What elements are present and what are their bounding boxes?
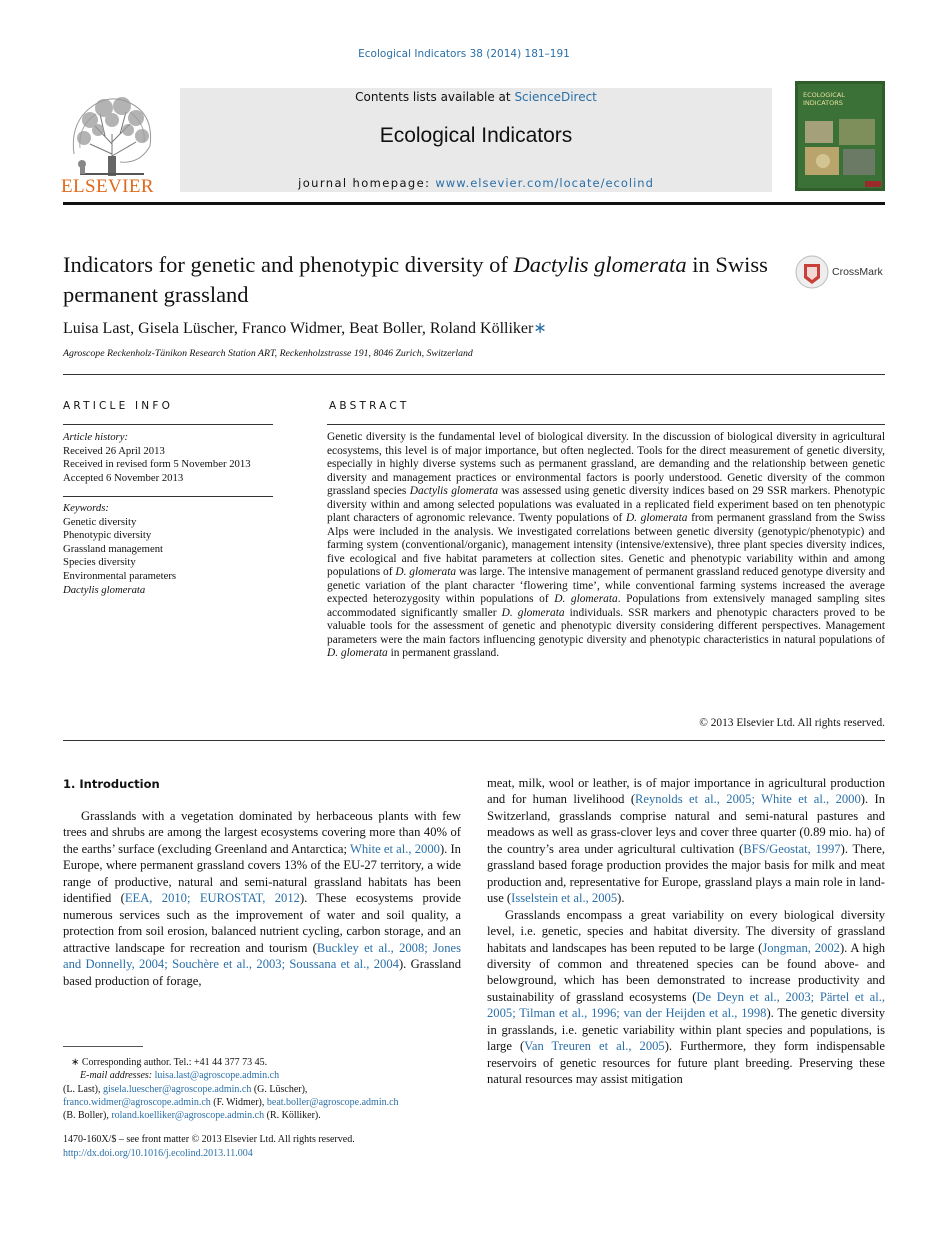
corresponding-author-note: ∗ Corresponding author. Tel.: +41 44 377 73 45.	[71, 1057, 268, 1068]
email-owner: (L. Last),	[63, 1083, 103, 1095]
history-received: Received 26 April 2013	[63, 444, 165, 457]
citation-link[interactable]: Isselstein et al., 2005	[511, 891, 618, 906]
journal-citation[interactable]: Ecological Indicators 38 (2014) 181–191	[358, 48, 570, 60]
footnote-rule	[63, 1046, 143, 1047]
contents-line	[180, 90, 772, 104]
paragraph: Grasslands encompass a great variability on every biological diversity level, i.e. genetic, species and habitat diversity. The diversity of grassland habitats and landscapes has been reputed to be large (Jongman, 2002). A high diversity of common and threatened species can be found above- and belowground, which has been demonstrated to increase productivity and sustainability of grassland ecosystems (De Deyn et al., 2003; Pärtel et al., 2005; Tilman et al., 1996; van der Heijden et al., 1998). The genetic diversity in grasslands, i.e. genetic variability within plant species and populations, is large (Van Treuren et al., 2005). Furthermore, they form indispensable reservoirs of genetic resources for future plant breeding. Preserving these natural resources may assist mitigation	[487, 907, 885, 1087]
history-label: Article history:	[63, 431, 129, 443]
homepage-link[interactable]: www.elsevier.com/locate/ecolind	[435, 176, 654, 190]
citation-link[interactable]: White et al., 2000	[349, 841, 440, 856]
email-line-4	[63, 1109, 463, 1122]
affiliation: Agroscope Reckenholz-Tänikon Research Station ART, Reckenholzstrasse 191, 8046 Zurich, Switzerland	[63, 348, 473, 359]
intro-left-column	[63, 808, 461, 989]
title-species-italic: Dactylis glomerata	[513, 252, 687, 277]
author-list	[63, 318, 547, 338]
email-link[interactable]: beat.boller@agroscope.admin.ch	[266, 1096, 399, 1108]
contents-prefix: Contents lists available at	[355, 90, 515, 104]
species-name: Dactylis glomerata	[409, 485, 499, 497]
issn-line: 1470-160X/$ – see front matter © 2013 Elsevier Ltd. All rights reserved.	[63, 1134, 355, 1146]
abstract-rule	[327, 424, 885, 425]
introduction-heading: 1. Introduction	[63, 777, 160, 791]
citation-link[interactable]: De Deyn et al., 2003; Pärtel et al., 2005; Tilman et al., 1996; van der Heijden et al., 1998	[487, 989, 885, 1021]
email-link[interactable]: luisa.last@agroscope.admin.ch	[154, 1070, 280, 1082]
citation-link[interactable]: Buckley et al., 2008; Jones and Donnelly, 2004; Souchère et al., 2003; Soussana et al., 2004	[63, 940, 461, 972]
authors-text: Luisa Last, Gisela Lüscher, Franco Widmer, Beat Boller, Roland Kölliker	[63, 320, 534, 337]
abstract-bottom-divider	[63, 740, 885, 741]
paragraph: Grasslands with a vegetation dominated by herbaceous plants with few trees and shrubs are among the largest ecosystems covering more than 40% of the earths’ surface (excluding Greenland and Antarctica; White et al., 2000). In Europe, where permanent grassland covers 13% of the EU-27 territory, a wide range of productive, natural and semi-natural grassland habitats has been identified (EEA, 2010; EUROSTAT, 2012). These ecosystems provide numerous services such as the improvement of water and soil quality, a protection from soil erosion, balanced nutrient cycling, carbon storage, and an attractive landscape for recreation and tourism (Buckley et al., 2008; Jones and Donnelly, 2004; Souchère et al., 2003; Soussana et al., 2004). Grassland based production of forage,	[63, 809, 461, 988]
paragraph: meat, milk, wool or leather, is of major importance in agricultural production and for human livelihood (Reynolds et al., 2005; White et al., 2000). In Switzerland, grasslands comprise natural and semi-natural pastures and meadows as well as grass-clover leys and cover three quarter (0.89 mio. ha) of the country’s area under agricultural cultivation (BFS/Geostat, 1997). There, grassland based forage production provides the major basis for milk and meat production and, representative for Europe, grassland plays a main role in land-use (Isselstein et al., 2005).	[487, 776, 885, 906]
keywords-label: Keywords:	[63, 502, 109, 514]
cover-title-line1: ECOLOGICAL	[803, 91, 845, 99]
keyword: Dactylis glomerata	[63, 583, 146, 596]
keyword: Species diversity	[63, 556, 136, 569]
email-line-3	[63, 1096, 463, 1109]
keyword: Genetic diversity	[63, 515, 137, 528]
email-link[interactable]: roland.koelliker@agroscope.admin.ch	[111, 1110, 265, 1122]
footnotes	[63, 1056, 463, 1160]
abstract-copyright: © 2013 Elsevier Ltd. All rights reserved.	[699, 717, 885, 729]
email-link[interactable]: gisela.luescher@agroscope.admin.ch	[103, 1083, 252, 1095]
corresponding-author-mark[interactable]: ∗	[533, 320, 547, 337]
article-history	[63, 431, 273, 485]
history-accepted: Accepted 6 November 2013	[63, 471, 184, 484]
email-line-2	[63, 1083, 463, 1096]
keyword: Environmental parameters	[63, 569, 177, 582]
title-text-2: in Swiss permanent grassland	[63, 252, 768, 307]
citation-link[interactable]: EEA, 2010; EUROSTAT, 2012	[124, 891, 300, 906]
citation-link[interactable]: Van Treuren et al., 2005	[524, 1039, 665, 1054]
keywords-list	[63, 502, 273, 597]
citation-link[interactable]: Jongman, 2002	[762, 940, 840, 955]
elsevier-wordmark[interactable]: ELSEVIER	[61, 176, 154, 197]
title-divider	[63, 374, 885, 375]
email-owner: (R. Kölliker).	[264, 1110, 321, 1122]
citation-link[interactable]: BFS/Geostat, 1997	[743, 841, 841, 856]
article-info-rule	[63, 424, 273, 425]
email-label: E-mail addresses:	[80, 1070, 155, 1082]
keywords-rule	[63, 496, 273, 497]
history-revised: Received in revised form 5 November 2013	[63, 458, 251, 471]
cover-title-line2: INDICATORS	[803, 99, 843, 107]
article-info-heading: ARTICLE INFO	[63, 400, 174, 412]
email-owner: (B. Boller),	[63, 1110, 112, 1122]
sciencedirect-link[interactable]: ScienceDirect	[514, 90, 597, 104]
species-name: D. glomerata	[501, 606, 565, 619]
species-name: D. glomerata	[395, 566, 457, 578]
abstract-text: Genetic diversity is the fundamental level of biological diversity. In the discussion of biological diversity in agricultural ecosystems, this level is of major importance, but often neglected. Tools for the direct measurement of genetic diversity, especially in highly diverse systems such as permanent grassland, are demanding and the relationship between genetic diversity and management practices or environmental factors is poorly understood. Genetic diversity of the common grassland species Dactylis glomerata was assessed using genetic diversity indices based on 29 SSR markers. Phenotypic diversity within and among selected populations was evaluated in a replicated field experiment based on ten phenotypic plant characters of agronomic relevance. Twenty populations of D. glomerata from permanent grassland from the Swiss Alps were included in the analysis. We investigated correlations between genetic diversity (genotypic/phenotypic) and farming system (conventional/organic), management intensity (intensive/extensive), three plant species diversity indices, five ecological and five habitat parameters at collection sites. Genetic and phenotypic variability within and among populations of D. glomerata was large. The intensive management of permanent grassland reduced genotype diversity and genetic variation of the plant character ‘flowering time’, while conventional farming systems increased the average expected heterozygosity within populations of D. glomerata. Populations from extensively managed sampling sites accommodated significantly smaller D. glomerata individuals. SSR markers and phenotypic characters proved to be valuable tools for the assessment of genetic and phenotypic diversity considering different perspectives. Management parameters were the main factors influencing genotypic diversity and phenotypic characteristics in natural populations of D. glomerata in permanent grassland.	[327, 431, 886, 659]
crossmark-icon[interactable]	[794, 254, 830, 290]
email-line-1	[63, 1069, 463, 1082]
abstract-heading: ABSTRACT	[329, 400, 410, 412]
header-divider	[63, 202, 885, 205]
doi-link[interactable]: http://dx.doi.org/10.1016/j.ecolind.2013.11.004	[63, 1147, 253, 1159]
species-name: D. glomerata	[327, 647, 388, 659]
journal-title: Ecological Indicators	[379, 124, 573, 147]
journal-homepage	[180, 176, 772, 190]
journal-cover-image[interactable]	[795, 81, 885, 191]
crossmark-label[interactable]: CrossMark	[832, 266, 883, 278]
species-name: D. glomerata	[554, 593, 618, 605]
species-name: D. glomerata	[625, 512, 688, 524]
email-owner: (F. Widmer),	[210, 1096, 267, 1108]
article-title	[63, 250, 793, 310]
title-text-1: Indicators for genetic and phenotypic diversity of	[63, 252, 514, 277]
intro-right-column	[487, 775, 885, 1088]
homepage-prefix: journal homepage:	[298, 176, 436, 190]
citation-link[interactable]: Reynolds et al., 2005; White et al., 2000	[635, 792, 861, 807]
email-owner: (G. Lüscher),	[251, 1083, 308, 1095]
keyword: Grassland management	[63, 542, 164, 555]
keyword: Phenotypic diversity	[63, 529, 152, 542]
email-link[interactable]: franco.widmer@agroscope.admin.ch	[63, 1096, 211, 1108]
